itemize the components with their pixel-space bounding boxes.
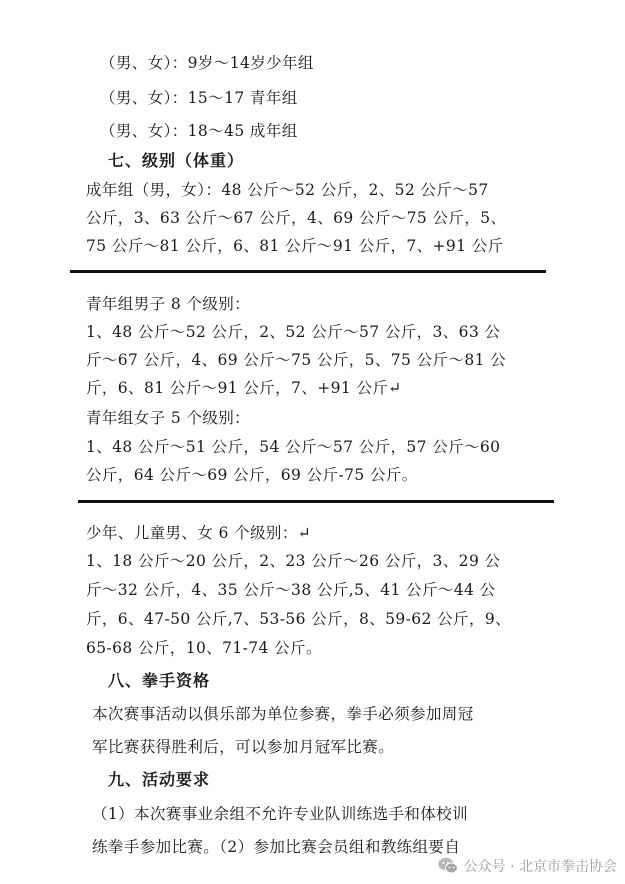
age-group-line: （男、女）：9岁～14岁少年组 (100, 54, 314, 72)
adult-weight-line: 75 公斤～81 公斤，6、81 公斤～91 公斤，7、+91 公斤 (86, 237, 504, 255)
junior-weight-line: 65-68 公斤，10、71-74 公斤。 (86, 639, 322, 657)
adult-weight-line: 公斤，3、63 公斤～67 公斤，4、69 公斤～75 公斤，5、 (86, 209, 507, 227)
youth-female-line: 公斤，64 公斤～69 公斤，69 公斤-75 公斤。 (86, 466, 418, 484)
section-divider (70, 270, 546, 273)
section9-heading: 九、活动要求 (108, 770, 211, 789)
section8-text: 军比赛获得胜利后，可以参加月冠军比赛。 (92, 738, 395, 756)
section8-text: 本次赛事活动以俱乐部为单位参赛，拳手必须参加周冠 (92, 705, 474, 723)
section8-heading: 八、拳手资格 (108, 671, 211, 690)
youth-male-line: 斤，6、81 公斤～91 公斤，7、+91 公斤↵ (86, 379, 402, 397)
watermark (438, 856, 617, 876)
section7-heading: 七、级别（体重） (108, 151, 245, 170)
age-group-line: （男、女）：18～45 成年组 (100, 122, 298, 140)
section-divider (78, 500, 554, 503)
junior-weight-line: 1、18 公斤～20 公斤，2、23 公斤～26 公斤，3、29 公 (86, 552, 501, 570)
section9-text: （1）本次赛事业余组不允许专业队训练选手和体校训 (92, 805, 468, 823)
age-group-line: （男、女）：15～17 青年组 (100, 89, 298, 107)
junior-title: 少年、儿童男、女 6 个级别：↵ (86, 524, 312, 542)
youth-female-line: 1、48 公斤～51 公斤，54 公斤～57 公斤，57 公斤～60 (86, 438, 501, 456)
youth-male-title: 青年组男子 8 个级别： (86, 295, 251, 313)
watermark-text: 公众号 · 北京市拳击协会 (463, 859, 617, 875)
junior-weight-line: 斤～32 公斤，4、35 公斤～38 公斤,5、41 公斤～44 公 (86, 581, 496, 599)
section9-text: 练拳手参加比赛。（2）参加比赛会员组和教练组要自 (92, 838, 461, 856)
youth-male-line: 1、48 公斤～52 公斤，2、52 公斤～57 公斤，3、63 公 (86, 323, 501, 341)
junior-weight-line: 斤，6、47-50 公斤,7、53-56 公斤，8、59-62 公斤，9、 (86, 610, 512, 628)
youth-male-line: 斤～67 公斤，4、69 公斤～75 公斤，5、75 公斤～81 公 (86, 351, 507, 369)
adult-weight-line: 成年组（男，女）：48 公斤～52 公斤，2、52 公斤～57 (86, 181, 489, 199)
youth-female-title: 青年组女子 5 个级别： (86, 409, 251, 427)
wechat-icon (438, 857, 458, 875)
